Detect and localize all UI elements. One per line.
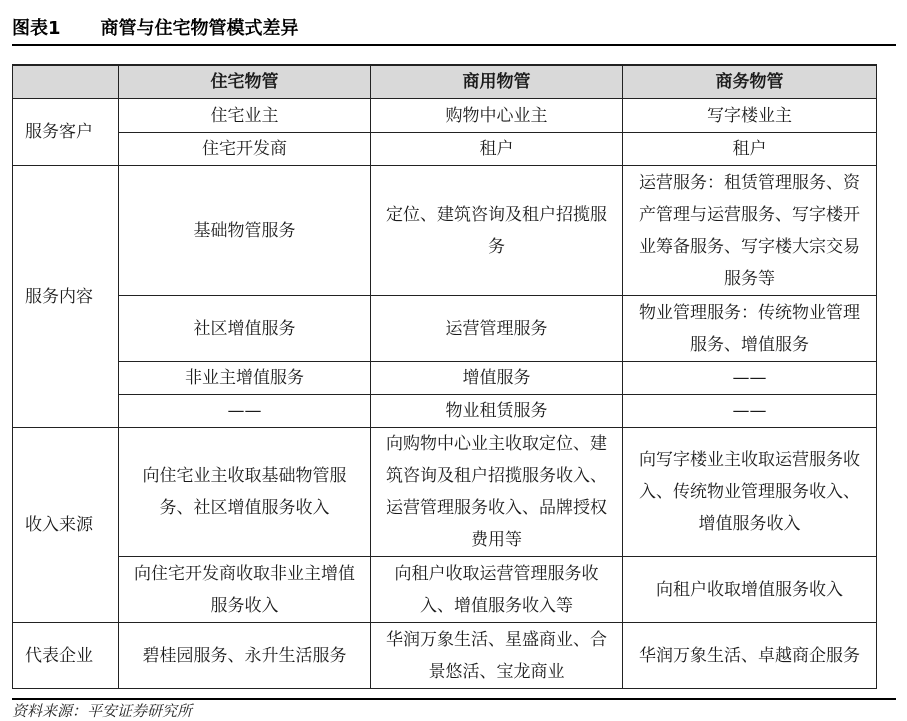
figure-title bbox=[12, 12, 896, 42]
table-cell: 运营管理服务 bbox=[371, 296, 623, 362]
header-residential: 住宅物管 bbox=[119, 65, 371, 99]
table-row bbox=[13, 296, 877, 362]
comparison-table bbox=[12, 64, 877, 689]
table-cell: 住宅开发商 bbox=[119, 133, 371, 166]
bottom-rule bbox=[12, 698, 896, 700]
section-label-services: 服务内容 bbox=[13, 166, 119, 428]
table-cell: 住宅业主 bbox=[119, 99, 371, 133]
table-row bbox=[13, 133, 877, 166]
table-row bbox=[13, 428, 877, 557]
header-business: 商务物管 bbox=[623, 65, 877, 99]
table-cell: —— bbox=[623, 395, 877, 428]
table-cell: —— bbox=[623, 362, 877, 395]
table-cell: 租户 bbox=[371, 133, 623, 166]
figure-caption: 商管与住宅物管模式差异 bbox=[100, 18, 299, 39]
table-cell: 碧桂园服务、永升生活服务 bbox=[119, 623, 371, 689]
table-cell: 社区增值服务 bbox=[119, 296, 371, 362]
table-cell: 增值服务 bbox=[371, 362, 623, 395]
header-row bbox=[13, 65, 877, 99]
source-note: 资料来源：平安证券研究所 bbox=[12, 702, 193, 720]
section-label-companies: 代表企业 bbox=[13, 623, 119, 689]
table-row bbox=[13, 99, 877, 133]
table-cell: —— bbox=[119, 395, 371, 428]
table-cell: 向住宅业主收取基础物管服务、社区增值服务收入 bbox=[119, 428, 371, 557]
section-label-revenue: 收入来源 bbox=[13, 428, 119, 623]
table-cell: 物业管理服务：传统物业管理服务、增值服务 bbox=[623, 296, 877, 362]
figure-number: 图表1 bbox=[12, 18, 61, 39]
title-rule bbox=[12, 44, 896, 46]
table-cell: 华润万象生活、星盛商业、合景悠活、宝龙商业 bbox=[371, 623, 623, 689]
table-cell: 写字楼业主 bbox=[623, 99, 877, 133]
table-cell: 物业租赁服务 bbox=[371, 395, 623, 428]
table-row bbox=[13, 166, 877, 296]
table-cell: 非业主增值服务 bbox=[119, 362, 371, 395]
table-cell: 定位、建筑咨询及租户招揽服务 bbox=[371, 166, 623, 296]
section-label-clients: 服务客户 bbox=[13, 99, 119, 166]
table-cell: 运营服务：租赁管理服务、资产管理与运营服务、写字楼开业筹备服务、写字楼大宗交易服务等 bbox=[623, 166, 877, 296]
table-row bbox=[13, 623, 877, 689]
table-cell: 华润万象生活、卓越商企服务 bbox=[623, 623, 877, 689]
table-cell: 租户 bbox=[623, 133, 877, 166]
table-cell: 向写字楼业主收取运营服务收入、传统物业管理服务收入、增值服务收入 bbox=[623, 428, 877, 557]
header-corner bbox=[13, 65, 119, 99]
table-cell: 向租户收取增值服务收入 bbox=[623, 557, 877, 623]
table-row bbox=[13, 395, 877, 428]
table-row bbox=[13, 557, 877, 623]
table-cell: 基础物管服务 bbox=[119, 166, 371, 296]
table-cell: 向购物中心业主收取定位、建筑咨询及租户招揽服务收入、运营管理服务收入、品牌授权费用等 bbox=[371, 428, 623, 557]
header-commercial: 商用物管 bbox=[371, 65, 623, 99]
table-row bbox=[13, 362, 877, 395]
table-cell: 向租户收取运营管理服务收入、增值服务收入等 bbox=[371, 557, 623, 623]
table-cell: 向住宅开发商收取非业主增值服务收入 bbox=[119, 557, 371, 623]
table-cell: 购物中心业主 bbox=[371, 99, 623, 133]
